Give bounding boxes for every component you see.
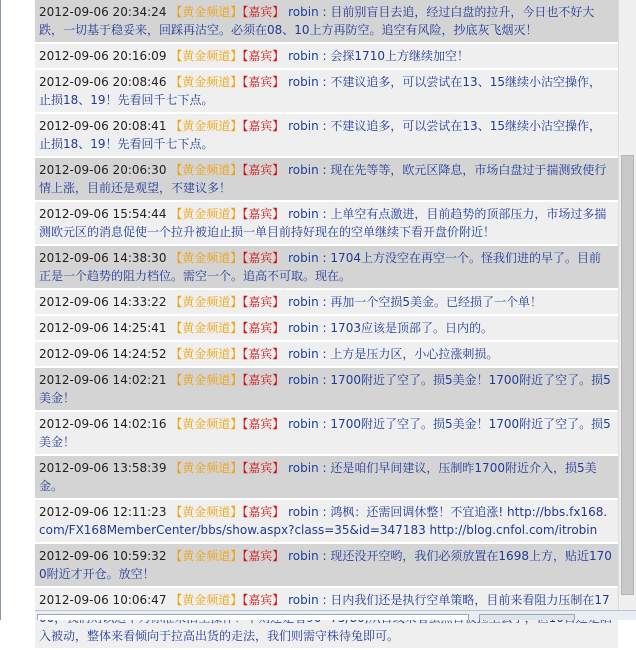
message-user[interactable]: robin	[288, 5, 319, 19]
message-text: 1700附近了空了。损5美金！1700附近了空了。损5美金！	[39, 373, 611, 405]
message-row: 2012-09-06 12:11:23 【黄金频道】【嘉宾】 robin : 鸿枫：还需回调休整！不宜追涨! http://bbs.fx168.com/FX168MemberCenter/bbs/show.aspx?class=35&id=347183 http://blog.cnfol.com/itrobin	[35, 500, 618, 544]
message-user[interactable]: robin	[288, 163, 319, 177]
message-time: 2012-09-06 20:06:30	[39, 163, 167, 177]
message-time: 2012-09-06 20:08:41	[39, 119, 167, 133]
message-user[interactable]: robin	[288, 417, 319, 431]
message-row: 2012-09-06 14:25:41 【黄金频道】【嘉宾】 robin : 1703应该是顶部了。日内的。	[35, 316, 618, 342]
channel-tag: 【黄金频道】	[170, 49, 243, 63]
channel-tag: 【黄金频道】	[170, 321, 243, 335]
guest-tag: 【嘉宾】	[242, 75, 285, 89]
message-time: 2012-09-06 10:06:47	[39, 593, 167, 607]
message-time: 2012-09-06 14:02:16	[39, 417, 167, 431]
message-row: 2012-09-06 20:08:46 【黄金频道】【嘉宾】 robin : 不建议追多，可以尝试在13、15继续小沽空操作，止损18、19！先看回千七下点。	[35, 70, 618, 114]
channel-tag: 【黄金频道】	[170, 549, 243, 563]
channel-tag: 【黄金频道】	[170, 505, 243, 519]
message-time: 2012-09-06 14:02:21	[39, 373, 167, 387]
guest-tag: 【嘉宾】	[242, 49, 285, 63]
message-row: 2012-09-06 20:06:30 【黄金频道】【嘉宾】 robin : 现在先等等，欧元区降息，市场白盘过于揣测致使行情上涨，目前还是观望，不建议多！	[35, 158, 618, 202]
message-text: 目前别盲目去追，经过白盘的拉升，今日也不好大跌，一切基于稳妥来，回踩再沽空。必须在08、10上方再防空。追空有风险，抄底灰飞烟灭！	[39, 5, 595, 37]
message-text: 还是咱们早间建议，压制昨1700附近介入，损5美金。	[39, 461, 597, 493]
send-button[interactable]	[479, 614, 575, 620]
message-time: 2012-09-06 10:59:32	[39, 549, 167, 563]
message-user[interactable]: robin	[288, 347, 319, 361]
vertical-scrollbar[interactable]	[618, 0, 636, 610]
message-text[interactable]: 鸿枫：还需回调休整！不宜追涨! http://bbs.fx168.com/FX168MemberCenter/bbs/show.aspx?class=35&id=347183 http://blog.cnfol.com/itrobin	[39, 505, 608, 537]
message-user[interactable]: robin	[288, 251, 319, 265]
message-text: 日内我们还是执行空单策略，目前来看阻力压制在17 入被动，整体来看倾向于拉高出货的走法，我们则需守株待兔即可。	[39, 593, 610, 643]
message-user[interactable]: robin	[288, 321, 319, 335]
message-user[interactable]: robin	[288, 373, 319, 387]
message-user[interactable]: robin	[288, 295, 319, 309]
message-user[interactable]: robin	[288, 593, 319, 607]
guest-tag: 【嘉宾】	[242, 373, 285, 387]
message-time: 2012-09-06 20:16:09	[39, 49, 167, 63]
channel-tag: 【黄金频道】	[170, 163, 243, 177]
message-time: 2012-09-06 14:33:22	[39, 295, 167, 309]
message-user[interactable]: robin	[288, 207, 319, 221]
message-row: 2012-09-06 20:34:24 【黄金频道】【嘉宾】 robin : 目前别盲目去追，经过白盘的拉升，今日也不好大跌，一切基于稳妥来，回踩再沽空。必须在08、10上方再防空。追空有风险，抄底灰飞烟灭！	[35, 0, 618, 44]
channel-tag: 【黄金频道】	[170, 119, 243, 133]
guest-tag: 【嘉宾】	[242, 417, 285, 431]
message-time: 2012-09-06 13:58:39	[39, 461, 167, 475]
channel-tag: 【黄金频道】	[170, 417, 243, 431]
guest-tag: 【嘉宾】	[242, 251, 285, 265]
channel-tag: 【黄金频道】	[170, 461, 243, 475]
guest-tag: 【嘉宾】	[242, 119, 285, 133]
message-input[interactable]	[37, 614, 469, 620]
message-row: 2012-09-06 14:33:22 【黄金频道】【嘉宾】 robin : 再加一个空损5美金。已经损了一个单！	[35, 290, 618, 316]
message-text: 1700附近了空了。损5美金！1700附近了空了。损5美金！	[39, 417, 611, 449]
channel-tag: 【黄金频道】	[170, 373, 243, 387]
message-time: 2012-09-06 14:24:52	[39, 347, 167, 361]
guest-tag: 【嘉宾】	[242, 5, 285, 19]
channel-tag: 【黄金频道】	[170, 347, 243, 361]
guest-tag: 【嘉宾】	[242, 295, 285, 309]
channel-tag: 【黄金频道】	[170, 5, 243, 19]
message-row: 2012-09-06 20:16:09 【黄金频道】【嘉宾】 robin : 会探1710上方继续加空！	[35, 44, 618, 70]
message-text: 现还没开空哟，我们必须放置在1698上方，贴近1700附近才开仓。放空！	[39, 549, 612, 581]
guest-tag: 【嘉宾】	[242, 163, 285, 177]
message-row: 2012-09-06 14:02:16 【黄金频道】【嘉宾】 robin : 1700附近了空了。损5美金！1700附近了空了。损5美金！	[35, 412, 618, 456]
message-time: 2012-09-06 14:38:30	[39, 251, 167, 265]
guest-tag: 【嘉宾】	[242, 321, 285, 335]
message-text: 再加一个空损5美金。已经损了一个单！	[330, 295, 543, 309]
message-row: 2012-09-06 15:54:44 【黄金频道】【嘉宾】 robin : 上单空有点激进，目前趋势的顶部压力，市场过多揣测欧元区的消息促使一个拉升被迫止损一单目前持好现在的空单继续下看开盘价附近！	[35, 202, 618, 246]
guest-tag: 【嘉宾】	[242, 505, 285, 519]
message-row: 2012-09-06 10:59:32 【黄金频道】【嘉宾】 robin : 现还没开空哟，我们必须放置在1698上方，贴近1700附近才开仓。放空！	[35, 544, 618, 588]
message-user[interactable]: robin	[288, 119, 319, 133]
guest-tag: 【嘉宾】	[242, 461, 285, 475]
message-text: 不建议追多，可以尝试在13、15继续小沽空操作，止损18、19！先看回千七下点。	[39, 75, 601, 107]
guest-tag: 【嘉宾】	[242, 593, 285, 607]
message-user[interactable]: robin	[288, 505, 319, 519]
message-user[interactable]: robin	[288, 549, 319, 563]
message-row: 2012-09-06 13:58:39 【黄金频道】【嘉宾】 robin : 还是咱们早间建议，压制昨1700附近介入，损5美金。	[35, 456, 618, 500]
message-time: 2012-09-06 15:54:44	[39, 207, 167, 221]
message-list[interactable]	[35, 0, 618, 643]
message-time: 2012-09-06 20:08:46	[39, 75, 167, 89]
message-user[interactable]: robin	[288, 461, 319, 475]
message-time: 2012-09-06 20:34:24	[39, 5, 167, 19]
message-row: 2012-09-06 20:08:41 【黄金频道】【嘉宾】 robin : 不建议追多，可以尝试在13、15继续小沽空操作，止损18、19！先看回千七下点。	[35, 114, 618, 158]
message-row: 2012-09-06 10:06:47 【黄金频道】【嘉宾】 robin : 日内我们还是执行空单策略，目前来看阻力压制在17 入被动，整体来看倾向于拉高出货的走法，我们则需守株待兔即可。	[35, 588, 618, 650]
message-time: 2012-09-06 14:25:41	[39, 321, 167, 335]
message-user[interactable]: robin	[288, 75, 319, 89]
channel-tag: 【黄金频道】	[170, 207, 243, 221]
scrollbar-thumb[interactable]	[621, 155, 634, 595]
message-text: 上单空有点激进，目前趋势的顶部压力，市场过多揣测欧元区的消息促使一个拉升被迫止损一单目前持好现在的空单继续下看开盘价附近！	[39, 207, 607, 239]
channel-tag: 【黄金频道】	[170, 295, 243, 309]
message-text: 现在先等等，欧元区降息，市场白盘过于揣测致使行情上涨，目前还是观望，不建议多！	[39, 163, 607, 195]
channel-tag: 【黄金频道】	[170, 593, 243, 607]
channel-tag: 【黄金频道】	[170, 75, 243, 89]
guest-tag: 【嘉宾】	[242, 347, 285, 361]
guest-tag: 【嘉宾】	[242, 207, 285, 221]
guest-tag: 【嘉宾】	[242, 549, 285, 563]
message-text: 1703应该是顶部了。日内的。	[330, 321, 493, 335]
message-text: 会探1710上方继续加空！	[330, 49, 469, 63]
message-row: 2012-09-06 14:24:52 【黄金频道】【嘉宾】 robin : 上方是压力区，小心拉涨刺损。	[35, 342, 618, 368]
message-time: 2012-09-06 12:11:23	[39, 505, 167, 519]
message-text: 不建议追多，可以尝试在13、15继续小沽空操作，止损18、19！先看回千七下点。	[39, 119, 601, 151]
message-text: 1704上方没空在再空一个。怪我们进的早了。目前正是一个趋势的阻力档位。需空一个。追高不可取。现在。	[39, 251, 601, 283]
message-user[interactable]: robin	[288, 49, 319, 63]
channel-tag: 【黄金频道】	[170, 251, 243, 265]
message-text: 上方是压力区，小心拉涨刺损。	[330, 347, 499, 361]
message-row: 2012-09-06 14:02:21 【黄金频道】【嘉宾】 robin : 1700附近了空了。损5美金！1700附近了空了。损5美金！	[35, 368, 618, 412]
message-row: 2012-09-06 14:38:30 【黄金频道】【嘉宾】 robin : 1704上方没空在再空一个。怪我们进的早了。目前正是一个趋势的阻力档位。需空一个。追高不可取。现在。	[35, 246, 618, 290]
